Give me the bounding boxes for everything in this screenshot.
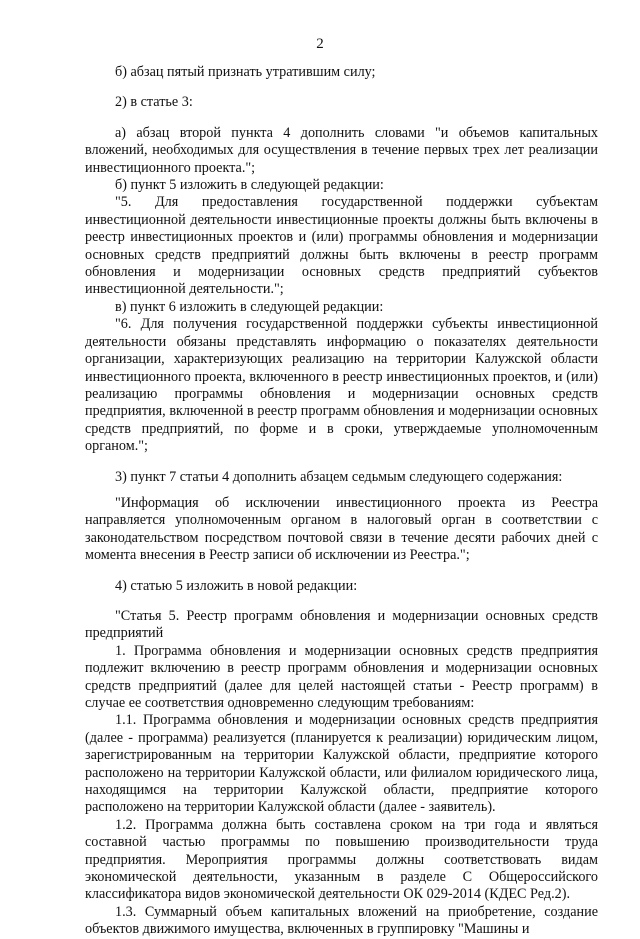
paragraph: 3) пункт 7 статьи 4 дополнить абзацем седьмым следующего содержания:: [115, 468, 563, 485]
paragraph: "6. Для получения государственной поддержки субъекты инвестиционной деятельности обязаны представлять информацию о показателях деятельности организации, характеризующих реализацию на территории Калужской области инвестиционного проекта, включенного в реестр инвестиционных проектов, и (или) реализацию программы обновления и модернизации основных средств предприятия, включенной в реестр программ обновления и модернизации основных средств предприятий, по форме и в сроки, утверждаемые уполномоченным органом.";: [85, 316, 598, 455]
paragraph: б) абзац пятый признать утратившим силу;: [115, 64, 376, 80]
paragraph: а) абзац второй пункта 4 дополнить словами "и объемов капитальных вложений, необходимых для осуществления в течение первых трех лет реализации инвестиционного проекта.";: [85, 124, 598, 176]
paragraph: "5. Для предоставления государственной поддержки субъектам инвестиционной деятельности инвестиционные проекты должны быть включены в реестр инвестиционных проектов и (или) программы обновления и модернизации основных средств предприятий должны быть включены в реестр программ обновления и модернизации основных средств предприятий субъектов инвестиционной деятельности.";: [85, 194, 598, 298]
paragraph: в) пункт 6 изложить в следующей редакции:: [115, 298, 384, 315]
paragraph: 2) в статье 3:: [115, 94, 193, 111]
paragraph: 1.3. Суммарный объем капитальных вложений на приобретение, создание объектов движимого имущества, включенных в группировку "Машины и: [85, 903, 598, 938]
paragraph: 4) статью 5 изложить в новой редакции:: [115, 577, 358, 594]
paragraph: б) пункт 5 изложить в следующей редакции:: [115, 177, 384, 194]
article-heading: "Статья 5. Реестр программ обновления и модернизации основных средств предприятий: [85, 607, 598, 642]
page-number: 2: [316, 36, 324, 52]
paragraph: 1. Программа обновления и модернизации основных средств предприятия подлежит включению в реестр программ обновления и модернизации основных средств предприятий (далее для целей настоящей статьи - Реестр программ) в случае ее соответствия одновременно следующим требованиям:: [85, 642, 598, 711]
paragraph: "Информация об исключении инвестиционного проекта из Реестра направляется уполномоченным органом в налоговый орган в соответствии с законодательством посредством почтовой связи в течение десяти рабочих дней с момента внесения в Реестр записи об исключении из Реестра.";: [85, 494, 598, 564]
document-body: [85, 64, 598, 939]
paragraph: 1.2. Программа должна быть составлена сроком на три года и являться составной частью программы по повышению производительности труда предприятия. Мероприятия программы должны соответствовать видам экономической деятельности, указанным в разделе С Общероссийского классификатора видов экономической деятельности ОК 029-2014 (КДЕС Ред.2).: [85, 816, 598, 903]
paragraph: 1.1. Программа обновления и модернизации основных средств предприятия (далее - программа) реализуется (планируется к реализации) юридическим лицом, зарегистрированным на территории Калужской области, предприятие которого расположено на территории Калужской области, или филиалом юридического лица, находящимся на территории Калужской области, предприятие которого расположено на территории Калужской области (далее - заявитель).: [85, 712, 598, 816]
